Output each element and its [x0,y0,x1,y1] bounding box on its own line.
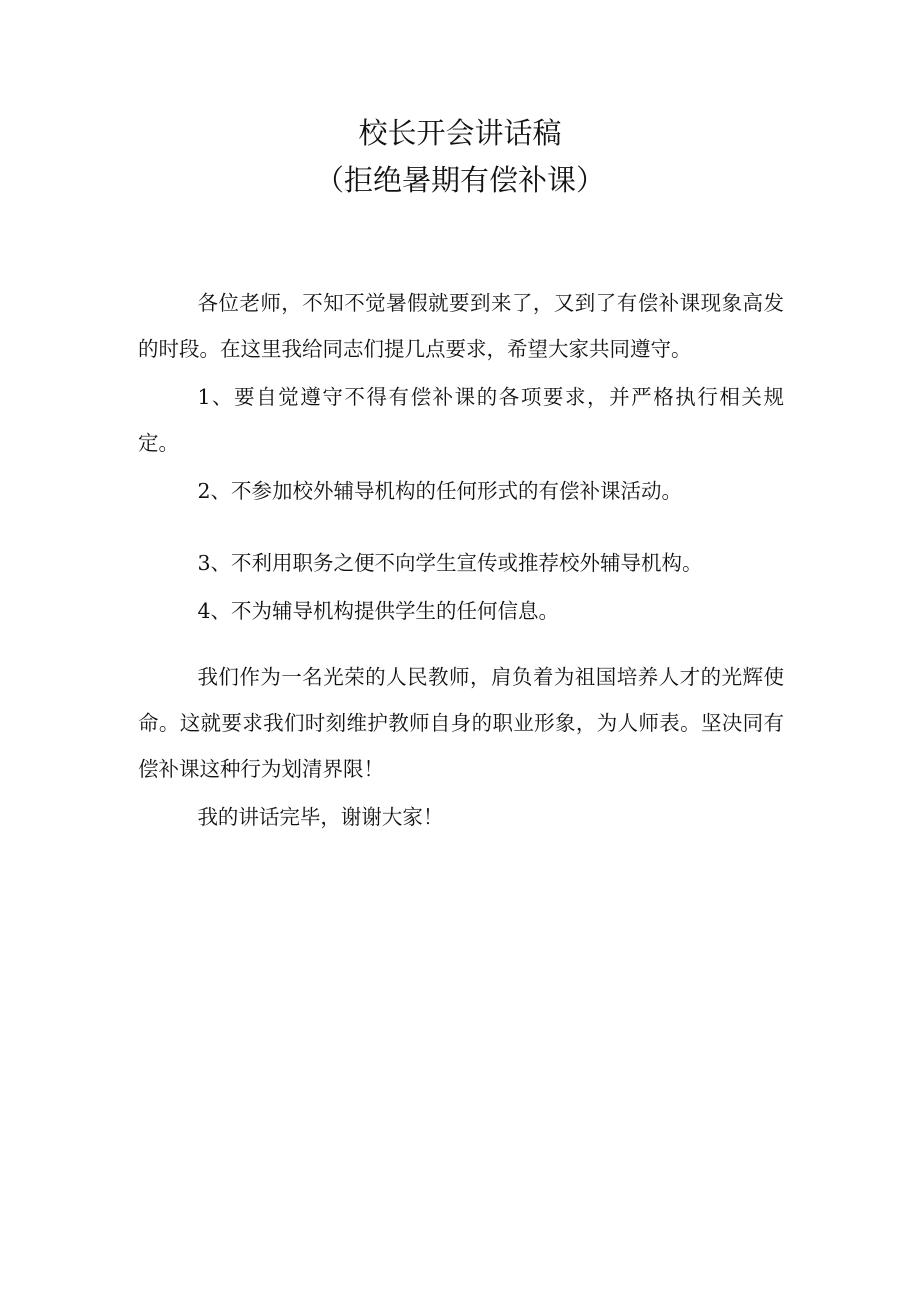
document-body [138,280,784,840]
requirement-item-1: 1、要自觉遵守不得有偿补课的各项要求，并严格执行相关规定。 [138,385,784,455]
document-title [0,110,920,204]
intro-paragraph: 各位老师，不知不觉暑假就要到来了，又到了有偿补课现象高发的时段。在这里我给同志们提几点要求，希望大家共同遵守。 [138,291,784,361]
title-line-main: 校长开会讲话稿 [358,116,562,150]
thanks-paragraph: 我的讲话完毕，谢谢大家！ [197,805,444,829]
requirement-item-4: 4、不为辅导机构提供学生的任何信息。 [197,599,559,623]
closing-paragraph: 我们作为一名光荣的人民教师，肩负着为祖国培养人才的光辉使命。这就要求我们时刻维护教师自身的职业形象，为人师表。坚决同有偿补课这种行为划清界限！ [138,665,784,781]
requirement-item-2: 2、不参加校外辅导机构的任何形式的有偿补课活动。 [197,479,682,503]
title-line-subtitle: （拒绝暑期有偿补课） [314,163,605,197]
requirement-item-3: 3、不利用职务之便不向学生宣传或推荐校外辅导机构。 [197,551,703,575]
